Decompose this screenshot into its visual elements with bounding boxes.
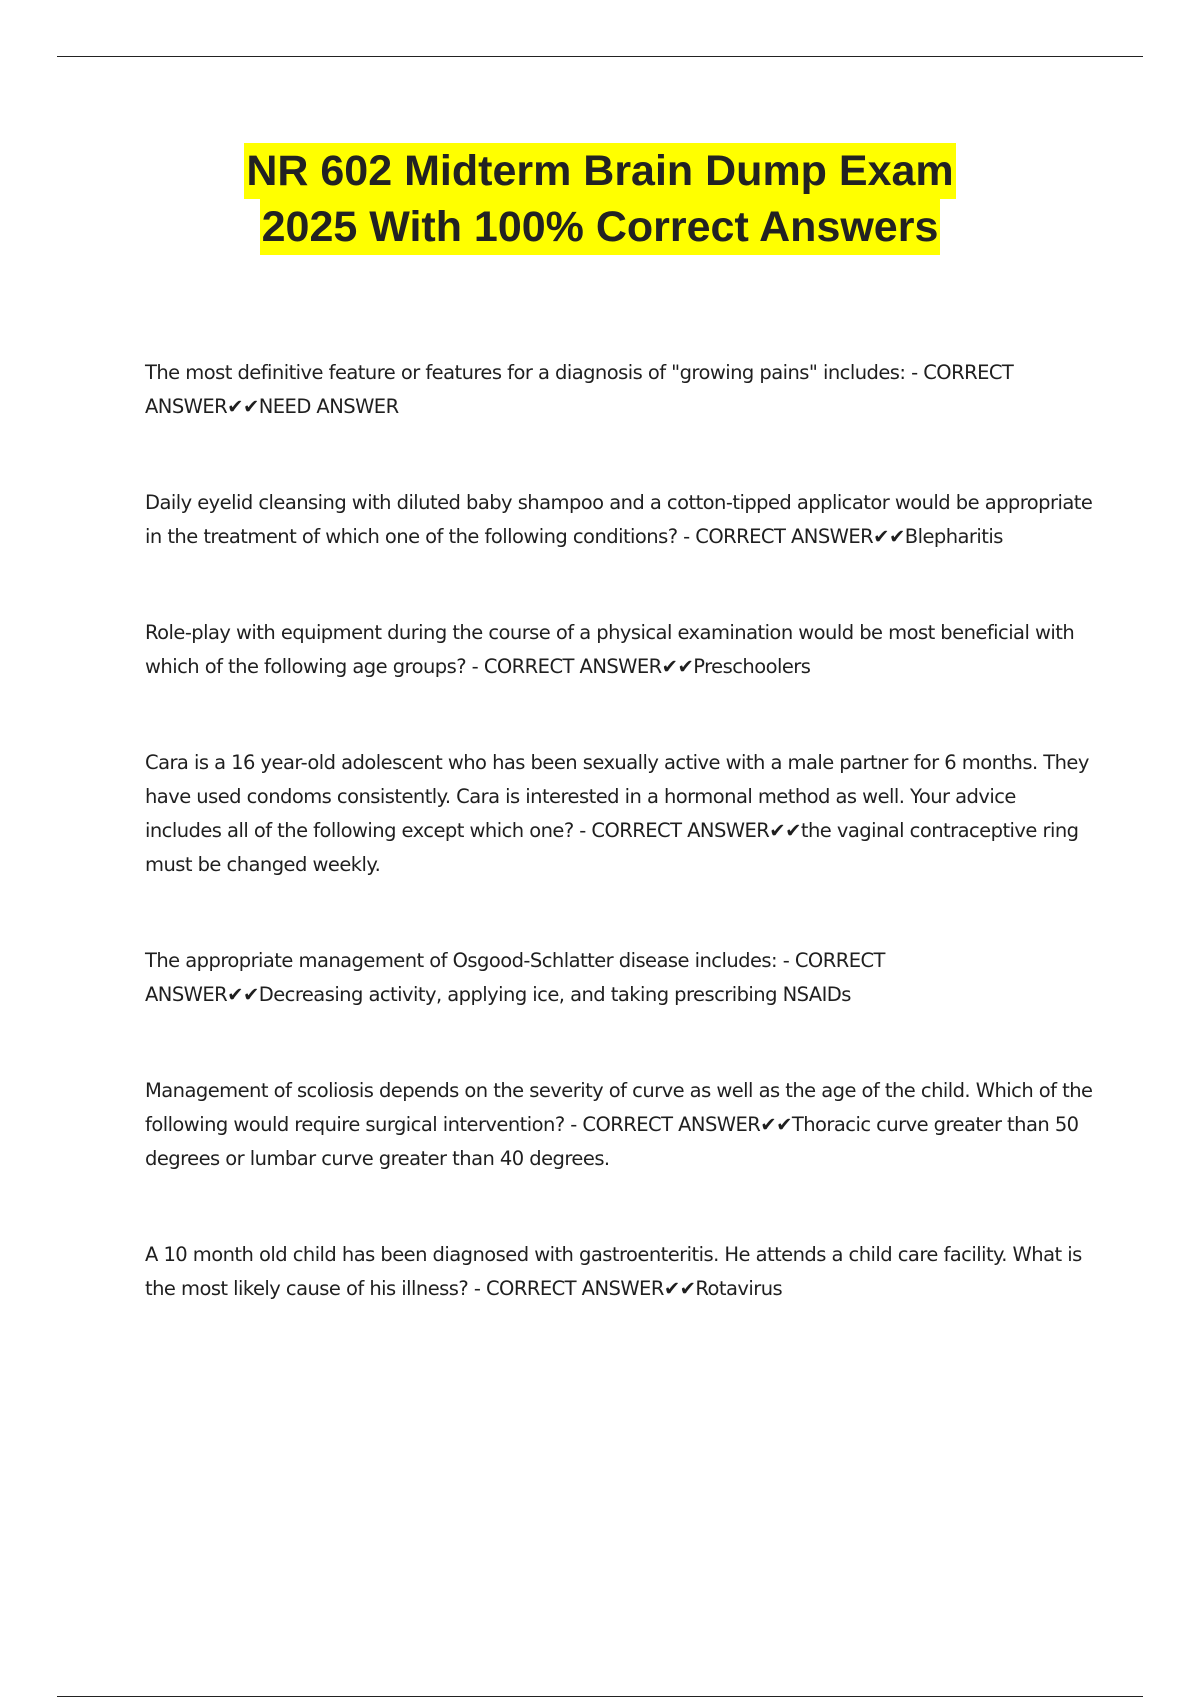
answer-text: Thoracic curve greater than 50 degrees or lumbar curve greater than 40 degrees. — [145, 1113, 1079, 1170]
correct-answer-label: - CORRECT ANSWER✔✔ — [145, 949, 885, 1006]
answer-text: Rotavirus — [695, 1277, 783, 1300]
question-text: A 10 month old child has been diagnosed with gastroenteritis. He attends a child care facility. What is the most likely cause of his illness? — [145, 1243, 1082, 1300]
qa-item-4 — [145, 746, 1095, 882]
qa-item-5 — [145, 944, 1095, 1012]
correct-answer-label: - CORRECT ANSWER✔✔ — [573, 819, 801, 842]
answer-text: Preschoolers — [693, 655, 811, 678]
qa-item-6 — [145, 1074, 1095, 1176]
top-divider — [57, 56, 1143, 57]
correct-answer-label: - CORRECT ANSWER✔✔ — [145, 361, 1014, 418]
qa-item-7 — [145, 1238, 1095, 1306]
bottom-divider — [57, 1696, 1143, 1697]
question-text: Management of scoliosis depends on the severity of curve as well as the age of the child. Which of the following would require surgical intervention? — [145, 1079, 1093, 1136]
answer-text: NEED ANSWER — [258, 395, 399, 418]
title-line-1: NR 602 Midterm Brain Dump Exam — [244, 143, 955, 199]
question-list — [145, 356, 1095, 1306]
question-text: The appropriate management of Osgood-Schlatter disease includes: — [145, 949, 778, 972]
answer-text: Decreasing activity, applying ice, and taking prescribing NSAIDs — [258, 983, 851, 1006]
page-title — [150, 143, 1050, 255]
answer-text: Blepharitis — [904, 525, 1003, 548]
question-text: Daily eyelid cleansing with diluted baby shampoo and a cotton-tipped applicator would be appropriate in the treatment of which one of the following conditions? — [145, 491, 1093, 548]
question-text: Role-play with equipment during the course of a physical examination would be most beneficial with which of the following age groups? — [145, 621, 1075, 678]
correct-answer-label: - CORRECT ANSWER✔✔ — [677, 525, 905, 548]
question-text: The most definitive feature or features for a diagnosis of "growing pains" includes: — [145, 361, 906, 384]
question-text: Cara is a 16 year-old adolescent who has been sexually active with a male partner for 6 months. They have used condoms consistently. Cara is interested in a hormonal method as well. Your advice includes all of the following except which one? — [145, 751, 1089, 842]
correct-answer-label: - CORRECT ANSWER✔✔ — [564, 1113, 792, 1136]
qa-item-3 — [145, 616, 1095, 684]
qa-item-2 — [145, 486, 1095, 554]
correct-answer-label: - CORRECT ANSWER✔✔ — [466, 655, 694, 678]
qa-item-1 — [145, 356, 1095, 424]
correct-answer-label: - CORRECT ANSWER✔✔ — [468, 1277, 696, 1300]
answer-text: the vaginal contraceptive ring must be changed weekly. — [145, 819, 1079, 876]
title-line-2: 2025 With 100% Correct Answers — [260, 199, 941, 255]
